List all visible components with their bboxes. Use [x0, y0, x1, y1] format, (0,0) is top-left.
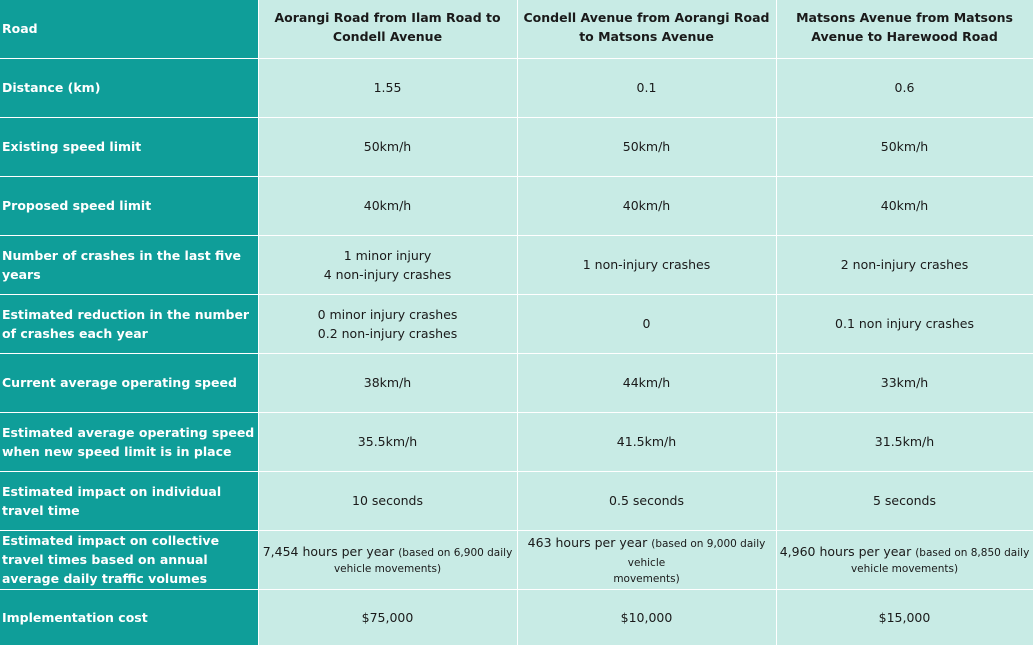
cell-value: 4 non-injury crashes [323, 266, 452, 282]
cell-collective-travel-matsons [776, 530, 1033, 589]
row-label-existing-speed: Existing speed limit [0, 117, 258, 176]
table-row [0, 471, 1033, 530]
cell-existing-speed-matsons [776, 117, 1033, 176]
cell-value: 0.5 seconds [609, 493, 684, 508]
collective-note: (based on 6,900 daily [398, 547, 513, 559]
cell-proposed-speed-matsons [776, 176, 1033, 235]
cell-crashes-condell [517, 235, 776, 294]
collective-hours: 7,454 hours per year [262, 544, 395, 559]
row-label-proposed-speed: Proposed speed limit [0, 176, 258, 235]
row-label-distance: Distance (km) [0, 58, 258, 117]
cell-value: 50km/h [363, 139, 412, 154]
cell-distance-aorangi [258, 58, 517, 117]
collective-note: (based on 9,000 daily vehicle [627, 537, 766, 569]
cell-cost-condell [517, 589, 776, 645]
cell-estimated-speed-condell [517, 412, 776, 471]
row-label-implementation-cost: Implementation cost [0, 589, 258, 645]
cell-value: 1 non-injury crashes [582, 257, 711, 272]
cell-existing-speed-condell [517, 117, 776, 176]
table-row [0, 294, 1033, 353]
collective-note: (based on 8,850 daily [915, 547, 1030, 559]
row-label-collective-travel: Estimated impact on collective travel times based on annual average daily traffic volumes [0, 530, 258, 589]
cell-value: 0.2 non-injury crashes [317, 325, 458, 341]
cell-value: 31.5km/h [874, 434, 935, 449]
row-label-crashes: Number of crashes in the last five years [0, 235, 258, 294]
cell-value: 33km/h [880, 375, 929, 390]
cell-existing-speed-aorangi [258, 117, 517, 176]
header-road-matsons: Matsons Avenue from Matsons Avenue to Harewood Road [776, 0, 1033, 58]
cell-estimated-speed-aorangi [258, 412, 517, 471]
table-row [0, 589, 1033, 645]
cell-value: 44km/h [622, 375, 671, 390]
collective-hours: 463 hours per year [527, 534, 648, 550]
cell-collective-travel-aorangi [258, 530, 517, 589]
cell-estimated-speed-matsons [776, 412, 1033, 471]
cell-distance-matsons [776, 58, 1033, 117]
table-row [0, 58, 1033, 117]
cell-value: 0 minor injury crashes [317, 306, 458, 322]
cell-proposed-speed-aorangi [258, 176, 517, 235]
cell-cost-aorangi [258, 589, 517, 645]
cell-value: 40km/h [363, 198, 412, 213]
cell-collective-travel-condell [517, 530, 776, 589]
table-header-row [0, 0, 1033, 58]
cell-value: 40km/h [622, 198, 671, 213]
cell-crash-reduction-condell [517, 294, 776, 353]
cell-value: 2 non-injury crashes [840, 257, 969, 272]
cell-value: 1 minor injury [343, 247, 432, 263]
cell-value: 1.55 [373, 80, 402, 95]
table-row [0, 353, 1033, 412]
cell-value: 10 seconds [352, 493, 423, 508]
cell-value: 38km/h [363, 375, 412, 390]
cell-cost-matsons [776, 589, 1033, 645]
cell-value: 0.1 [636, 80, 657, 95]
header-road-condell: Condell Avenue from Aorangi Road to Matsons Avenue [517, 0, 776, 58]
cell-crashes-aorangi [258, 235, 517, 294]
table-row [0, 117, 1033, 176]
collective-hours: 4,960 hours per year [779, 544, 912, 559]
cell-proposed-speed-condell [517, 176, 776, 235]
row-label-individual-travel: Estimated impact on individual travel time [0, 471, 258, 530]
cell-individual-travel-aorangi [258, 471, 517, 530]
collective-note: vehicle movements) [850, 563, 959, 575]
cell-current-speed-matsons [776, 353, 1033, 412]
cell-individual-travel-matsons [776, 471, 1033, 530]
cell-value: 0.6 [894, 80, 915, 95]
cell-value: $75,000 [361, 609, 414, 625]
cell-individual-travel-condell [517, 471, 776, 530]
cell-current-speed-aorangi [258, 353, 517, 412]
row-label-estimated-speed: Estimated average operating speed when new speed limit is in place [0, 412, 258, 471]
cell-crash-reduction-aorangi [258, 294, 517, 353]
cell-value: 50km/h [880, 139, 929, 154]
cell-value: 0.1 non injury crashes [835, 316, 974, 331]
collective-note: movements) [613, 572, 680, 585]
table-row [0, 412, 1033, 471]
row-label-current-speed: Current average operating speed [0, 353, 258, 412]
cell-value: 50km/h [622, 139, 671, 154]
cell-crashes-matsons [776, 235, 1033, 294]
cell-value: 41.5km/h [616, 434, 677, 449]
table-row [0, 530, 1033, 589]
header-road-label: Road [0, 0, 258, 58]
cell-value: 5 seconds [872, 493, 937, 508]
cell-value: 35.5km/h [357, 434, 418, 449]
collective-note: vehicle movements) [333, 563, 442, 575]
table-row [0, 176, 1033, 235]
cell-value: 40km/h [880, 198, 929, 213]
cell-value: 0 [642, 316, 651, 331]
cell-value: $10,000 [620, 609, 673, 625]
cell-current-speed-condell [517, 353, 776, 412]
header-road-aorangi: Aorangi Road from Ilam Road to Condell Avenue [258, 0, 517, 58]
table-row [0, 235, 1033, 294]
row-label-crash-reduction: Estimated reduction in the number of crashes each year [0, 294, 258, 353]
cell-distance-condell [517, 58, 776, 117]
cell-value: $15,000 [878, 609, 931, 625]
cell-crash-reduction-matsons [776, 294, 1033, 353]
